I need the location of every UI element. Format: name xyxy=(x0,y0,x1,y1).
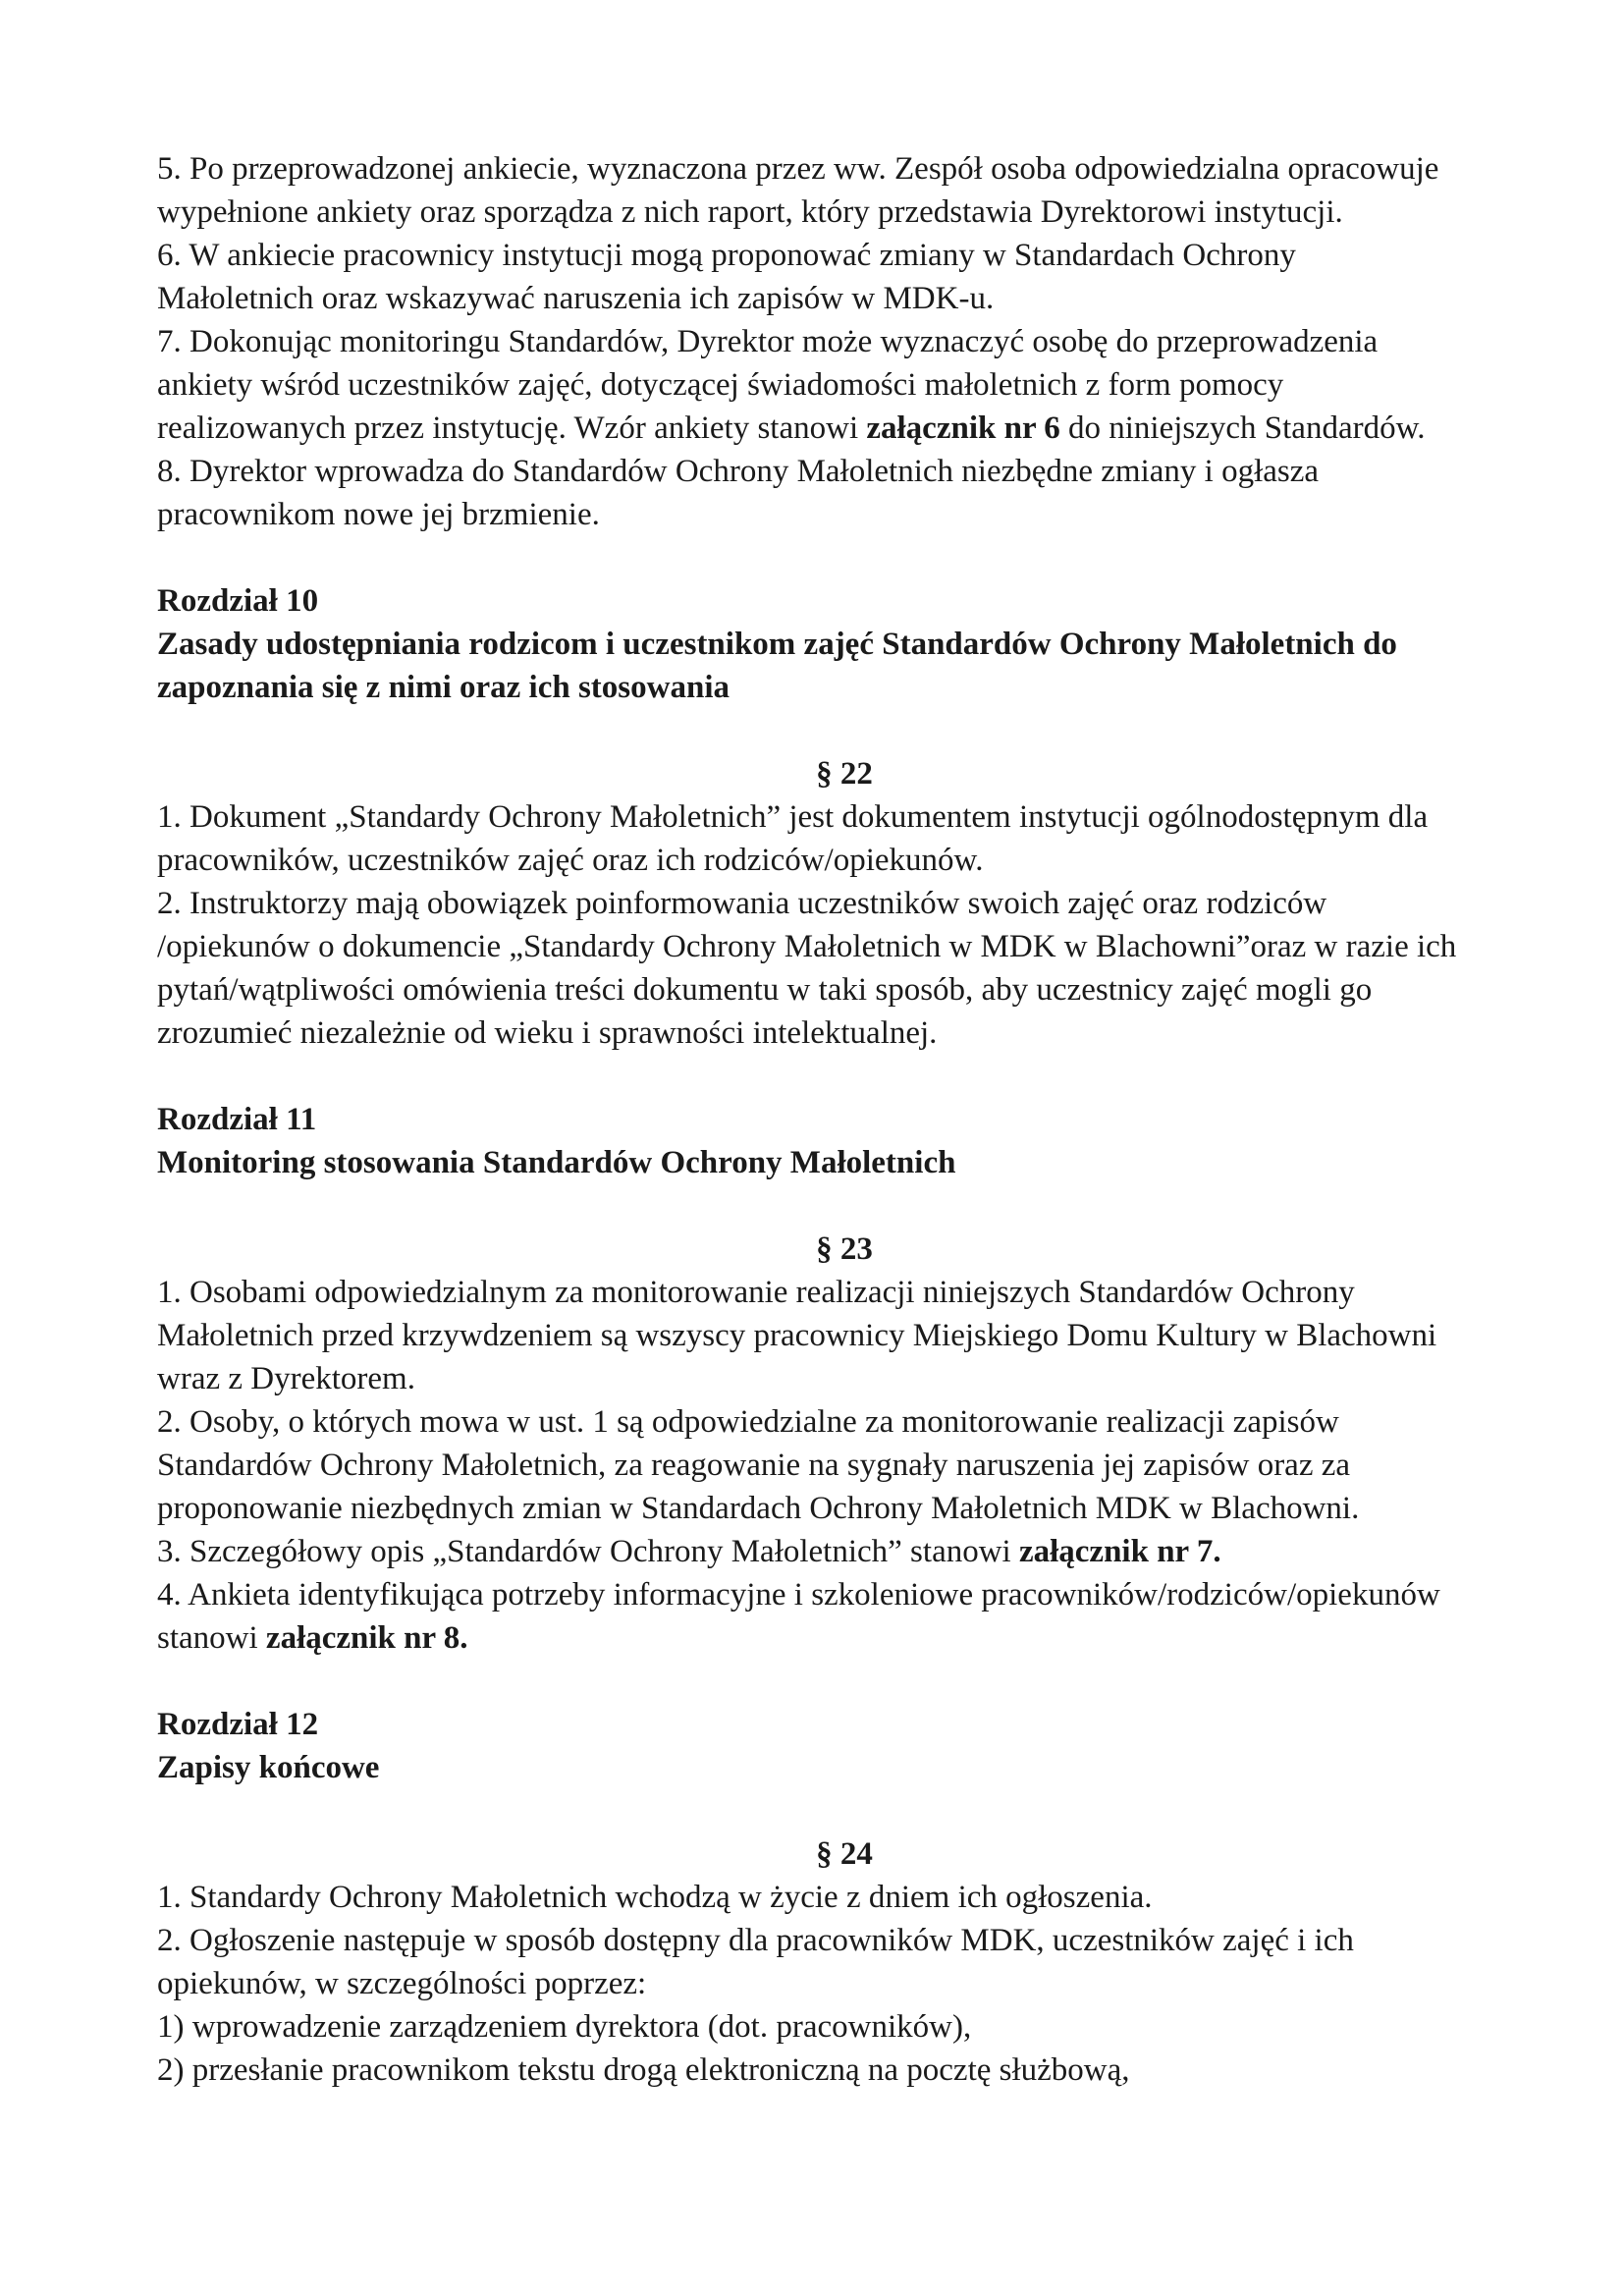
spacer xyxy=(157,1660,1492,1703)
attachment-reference: załącznik nr 6 xyxy=(866,410,1060,446)
text-line: 2. Ogłoszenie następuje w sposób dostępny dla pracowników MDK, uczestników zajęć i ich xyxy=(157,1923,1354,1958)
text-line: 2. Osoby, o których mowa w ust. 1 są odpowiedzialne za monitorowanie realizacji zapisów xyxy=(157,1404,1339,1440)
text-line: wraz z Dyrektorem. xyxy=(157,1361,415,1396)
attachment-reference: załącznik nr 7. xyxy=(1018,1534,1221,1569)
chapter-title: zapoznania się z nimi oraz ich stosowania xyxy=(157,670,730,705)
text-line: 8. Dyrektor wprowadza do Standardów Ochrony Małoletnich niezbędne zmiany i ogłasza xyxy=(157,454,1320,489)
text-line: wypełnione ankiety oraz sporządza z nich raport, który przedstawia Dyrektorowi instytucji. xyxy=(157,194,1343,230)
chapter-title: Monitoring stosowania Standardów Ochrony Małoletnich xyxy=(157,1145,956,1180)
section-number: § 22 xyxy=(816,756,873,792)
text-run: stanowi xyxy=(157,1620,266,1656)
text-line: proponowanie niezbędnych zmian w Standardach Ochrony Małoletnich MDK w Blachowni. xyxy=(157,1491,1360,1526)
text-line: 6. W ankiecie pracownicy instytucji mogą proponować zmiany w Standardach Ochrony xyxy=(157,238,1296,273)
text-run: realizowanych przez instytucję. Wzór ankiety stanowi xyxy=(157,410,867,446)
text-line: 2) przesłanie pracownikom tekstu drogą elektroniczną na pocztę służbową, xyxy=(157,2052,1130,2088)
spacer xyxy=(157,1184,1492,1228)
spacer xyxy=(157,536,1492,579)
text-line: opiekunów, w szczególności poprzez: xyxy=(157,1966,647,2001)
spacer xyxy=(157,1055,1492,1098)
text-line: Standardów Ochrony Małoletnich, za reagowanie na sygnały naruszenia jej zapisów oraz za xyxy=(157,1448,1351,1483)
text-line: pracowników, uczestników zajęć oraz ich rodziców/opiekunów. xyxy=(157,843,984,878)
spacer xyxy=(157,709,1492,752)
chapter-number: Rozdział 12 xyxy=(157,1707,319,1742)
text-line: Małoletnich oraz wskazywać naruszenia ich zapisów w MDK-u. xyxy=(157,281,995,316)
text-line xyxy=(157,1530,1492,1573)
text-line: 1) wprowadzenie zarządzeniem dyrektora (dot. pracowników), xyxy=(157,2009,972,2045)
text-line: ankiety wśród uczestników zajęć, dotyczącej świadomości małoletnich z form pomocy xyxy=(157,367,1284,403)
text-line: 5. Po przeprowadzonej ankiecie, wyznaczona przez ww. Zespół osoba odpowiedzialna opracowuje xyxy=(157,151,1439,187)
text-line: 7. Dokonując monitoringu Standardów, Dyrektor może wyznaczyć osobę do przeprowadzenia xyxy=(157,324,1379,359)
text-line: 4. Ankieta identyfikująca potrzeby informacyjne i szkoleniowe pracowników/rodziców/opiekunów xyxy=(157,1577,1440,1613)
text-line: /opiekunów o dokumencie „Standardy Ochrony Małoletnich w MDK w Blachowni”oraz w razie ich xyxy=(157,929,1457,964)
text-line: pracownikom nowe jej brzmienie. xyxy=(157,497,600,532)
text-line: zrozumieć niezależnie od wieku i sprawności intelektualnej. xyxy=(157,1015,938,1051)
chapter-number: Rozdział 10 xyxy=(157,583,319,619)
chapter-title: Zasady udostępniania rodzicom i uczestnikom zajęć Standardów Ochrony Małoletnich do xyxy=(157,627,1397,662)
text-line: 1. Osobami odpowiedzialnym za monitorowanie realizacji niniejszych Standardów Ochrony xyxy=(157,1275,1355,1310)
text-run: do niniejszych Standardów. xyxy=(1059,410,1426,446)
document-page xyxy=(157,147,1492,2092)
section-number: § 24 xyxy=(816,1836,873,1872)
text-line: Małoletnich przed krzywdzeniem są wszyscy pracownicy Miejskiego Domu Kultury w Blachowni xyxy=(157,1318,1437,1353)
spacer xyxy=(157,1789,1492,1832)
text-line xyxy=(157,1616,1492,1660)
chapter-number: Rozdział 11 xyxy=(157,1102,317,1137)
attachment-reference: załącznik nr 8. xyxy=(265,1620,468,1656)
text-line: 2. Instruktorzy mają obowiązek poinformowania uczestników swoich zajęć oraz rodziców xyxy=(157,886,1327,921)
text-line: 1. Dokument „Standardy Ochrony Małoletnich” jest dokumentem instytucji ogólnodostępnym dla xyxy=(157,799,1429,835)
text-line: 1. Standardy Ochrony Małoletnich wchodzą w życie z dniem ich ogłoszenia. xyxy=(157,1880,1153,1915)
section-number: § 23 xyxy=(816,1231,873,1267)
text-line: pytań/wątpliwości omówienia treści dokumentu w taki sposób, aby uczestnicy zajęć mogli go xyxy=(157,972,1373,1008)
text-run: 3. Szczegółowy opis „Standardów Ochrony Małoletnich” stanowi xyxy=(157,1534,1019,1569)
chapter-title: Zapisy końcowe xyxy=(157,1750,380,1785)
text-line xyxy=(157,407,1492,450)
